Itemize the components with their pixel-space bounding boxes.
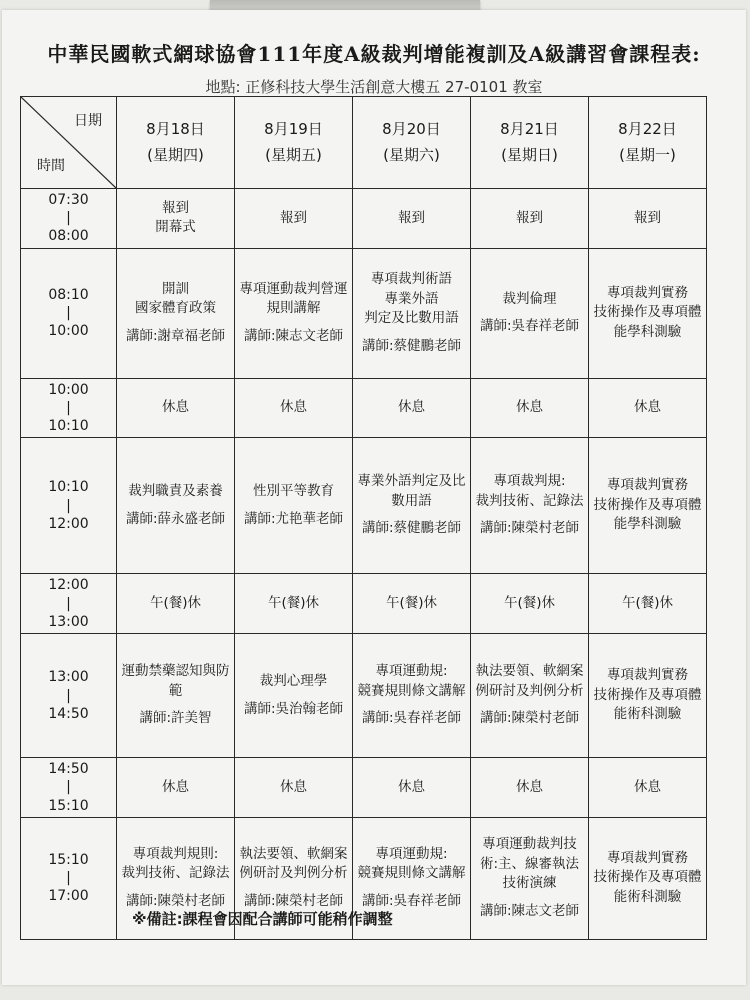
course-title: 裁判心理學: [259, 673, 328, 690]
course-title: 休息: [398, 399, 425, 416]
instructor-name: 講師:薛永盛老師: [125, 510, 226, 527]
course-cell: [589, 248, 707, 378]
course-cell: [589, 817, 707, 939]
corner-cell: [21, 97, 117, 189]
time-slot: [21, 248, 117, 378]
course-title: 專項運動裁判營運規則講解: [239, 280, 348, 317]
schedule-row: [21, 378, 707, 438]
course-cell: [235, 189, 353, 249]
course-cell: [471, 634, 589, 758]
course-schedule-table: [20, 96, 707, 940]
instructor-name: 講師:吳春祥老師: [479, 318, 580, 335]
course-cell: [235, 248, 353, 378]
day-weekday: (星期日): [501, 145, 558, 164]
course-cell: [471, 378, 589, 438]
schedule-row: [21, 248, 707, 378]
course-cell: [117, 189, 235, 249]
course-title: 休息: [162, 778, 189, 795]
time-end: 13:00: [48, 613, 89, 630]
course-cell: [471, 438, 589, 574]
instructor-name: 講師:吳治翰老師: [243, 700, 344, 717]
day-date: 8月22日: [618, 119, 677, 138]
schedule-sheet: [2, 10, 746, 985]
time-start: 08:10: [48, 286, 89, 303]
course-title: 執法要領、軟網案例研討及判例分析: [239, 845, 348, 882]
course-cell: [589, 189, 707, 249]
day-header: [235, 97, 353, 189]
time-slot: [21, 817, 117, 939]
course-title: 休息: [516, 778, 543, 795]
course-title: 專項裁判規則: 裁判技術、記錄法: [121, 845, 230, 882]
course-cell: [117, 378, 235, 438]
course-cell: [353, 758, 471, 818]
course-title: 開訓 國家體育政策: [135, 280, 216, 317]
time-end: 14:50: [48, 705, 89, 722]
time-separator: |: [66, 595, 71, 612]
instructor-name: 講師:謝章福老師: [125, 327, 226, 344]
course-title: 午(餐)休: [503, 594, 556, 611]
course-title: 休息: [280, 399, 307, 416]
course-title: 午(餐)休: [267, 594, 320, 611]
course-cell: [235, 438, 353, 574]
time-end: 10:10: [48, 417, 89, 434]
corner-time-label: 時間: [37, 157, 65, 174]
day-header: [353, 97, 471, 189]
time-slot: [21, 438, 117, 574]
time-start: 13:00: [48, 669, 89, 686]
time-start: 14:50: [48, 761, 89, 778]
course-title: 性別平等教育: [253, 483, 334, 500]
course-title: 運動禁藥認知與防範: [121, 663, 230, 699]
course-title: 專項運動裁判技術:主、線審執法技術演練: [479, 836, 580, 892]
course-cell: [353, 634, 471, 758]
header-row: [21, 97, 707, 189]
course-cell: [471, 758, 589, 818]
time-start: 07:30: [48, 192, 89, 208]
day-header: [471, 97, 589, 189]
course-title: 報到: [516, 209, 543, 226]
course-cell: [117, 634, 235, 758]
instructor-name: 講師:許美智: [139, 710, 212, 727]
time-start: 10:10: [48, 479, 89, 496]
time-separator: |: [66, 497, 71, 514]
instructor-name: 講師:陳榮村老師: [243, 892, 344, 909]
course-title: 午(餐)休: [385, 594, 438, 611]
schedule-row: [21, 189, 707, 249]
course-title: 休息: [634, 399, 661, 416]
course-cell: [117, 574, 235, 634]
day-header: [117, 97, 235, 189]
course-title: 午(餐)休: [621, 594, 674, 611]
day-date: 8月21日: [500, 119, 559, 138]
day-date: 8月20日: [382, 119, 441, 138]
instructor-name: 講師:陳榮村老師: [479, 710, 580, 727]
course-title: 執法要領、軟網案例研討及判例分析: [475, 663, 584, 699]
time-start: 12:00: [48, 577, 89, 594]
course-title: 休息: [398, 778, 425, 795]
instructor-name: 講師:蔡健鵬老師: [361, 520, 462, 537]
course-cell: [117, 248, 235, 378]
course-cell: [353, 574, 471, 634]
schedule-row: [21, 574, 707, 634]
time-end: 12:00: [48, 515, 89, 532]
instructor-name: 講師:蔡健鵬老師: [361, 337, 462, 354]
time-separator: |: [66, 779, 71, 796]
course-title: 報到: [398, 209, 425, 226]
corner-date-label: 日期: [74, 113, 102, 129]
time-separator: |: [66, 870, 71, 887]
schedule-row: [21, 634, 707, 758]
course-cell: [235, 574, 353, 634]
time-slot: [21, 634, 117, 758]
instructor-name: 講師:陳志文老師: [243, 327, 344, 344]
time-start: 15:10: [48, 851, 89, 868]
instructor-name: 講師:陳榮村老師: [479, 520, 580, 537]
instructor-name: 講師:吳春祥老師: [361, 710, 462, 727]
time-end: 10:00: [48, 323, 89, 340]
page-title: 中華民國軟式網球協會111年度A級裁判增能複訓及A級講習會課程表:: [47, 42, 701, 66]
course-cell: [589, 634, 707, 758]
location-line: 地點: 正修科技大學生活創意大樓五 27-0101 教室: [205, 78, 543, 96]
time-separator: |: [66, 399, 71, 416]
course-cell: [117, 758, 235, 818]
course-title: 裁判倫理: [502, 290, 557, 307]
course-title: 午(餐)休: [149, 594, 202, 611]
course-title: 報到 開幕式: [155, 199, 196, 236]
course-cell: [117, 438, 235, 574]
footnote: ※備註:課程會因配合講師可能稍作調整: [132, 910, 393, 928]
course-cell: [353, 438, 471, 574]
course-cell: [353, 378, 471, 438]
instructor-name: 講師:陳志文老師: [479, 902, 580, 919]
day-date: 8月18日: [146, 119, 205, 138]
schedule-row: [21, 758, 707, 818]
course-title: 專項裁判規: 裁判技術、記錄法: [475, 473, 584, 509]
course-title: 專項裁判實務 技術操作及專項體能術科測驗: [593, 849, 702, 905]
course-title: 專項運動規: 競賽規則條文講解: [357, 663, 466, 699]
course-cell: [589, 438, 707, 574]
time-end: 08:00: [48, 228, 89, 245]
instructor-name: 講師:陳榮村老師: [125, 892, 226, 909]
day-weekday: (星期六): [383, 145, 440, 164]
course-cell: [589, 574, 707, 634]
day-header: [589, 97, 707, 189]
day-weekday: (星期四): [147, 145, 204, 164]
course-title: 裁判職責及素養: [128, 483, 223, 500]
time-separator: |: [66, 210, 71, 227]
course-title: 專項裁判實務 技術操作及專項體能學科測驗: [593, 284, 702, 340]
course-title: 報到: [634, 209, 661, 226]
course-title: 休息: [162, 399, 189, 416]
course-cell: [235, 758, 353, 818]
day-weekday: (星期一): [619, 145, 676, 164]
time-slot: [21, 378, 117, 438]
course-cell: [471, 248, 589, 378]
course-title: 專項裁判術語 專業外語 判定及比數用語: [364, 270, 459, 327]
course-title: 專業外語判定及比數用語: [357, 473, 466, 509]
course-cell: [235, 634, 353, 758]
time-slot: [21, 758, 117, 818]
course-cell: [589, 378, 707, 438]
time-separator: |: [66, 304, 71, 321]
schedule-body: [21, 189, 707, 940]
course-title: 休息: [516, 399, 543, 416]
schedule-row: [21, 438, 707, 574]
time-end: 17:00: [48, 888, 89, 905]
course-title: 專項裁判實務 技術操作及專項體能術科測驗: [593, 667, 702, 723]
time-slot: [21, 574, 117, 634]
day-date: 8月19日: [264, 119, 323, 138]
course-cell: [353, 189, 471, 249]
time-slot: [21, 189, 117, 249]
course-cell: [471, 574, 589, 634]
course-cell: [471, 817, 589, 939]
time-end: 15:10: [48, 797, 89, 814]
course-title: 報到: [280, 209, 307, 226]
time-separator: |: [66, 687, 71, 704]
course-cell: [471, 189, 589, 249]
course-title: 專項運動規: 競賽規則條文講解: [357, 845, 466, 882]
course-title: 休息: [280, 778, 307, 795]
instructor-name: 講師:吳春祥老師: [361, 892, 462, 909]
time-start: 10:00: [48, 381, 89, 398]
instructor-name: 講師:尤艳華老師: [243, 510, 344, 527]
course-cell: [353, 248, 471, 378]
course-title: 休息: [634, 778, 661, 795]
course-cell: [235, 378, 353, 438]
course-title: 專項裁判實務 技術操作及專項體能學科測驗: [593, 477, 702, 533]
day-weekday: (星期五): [265, 145, 322, 164]
course-cell: [589, 758, 707, 818]
